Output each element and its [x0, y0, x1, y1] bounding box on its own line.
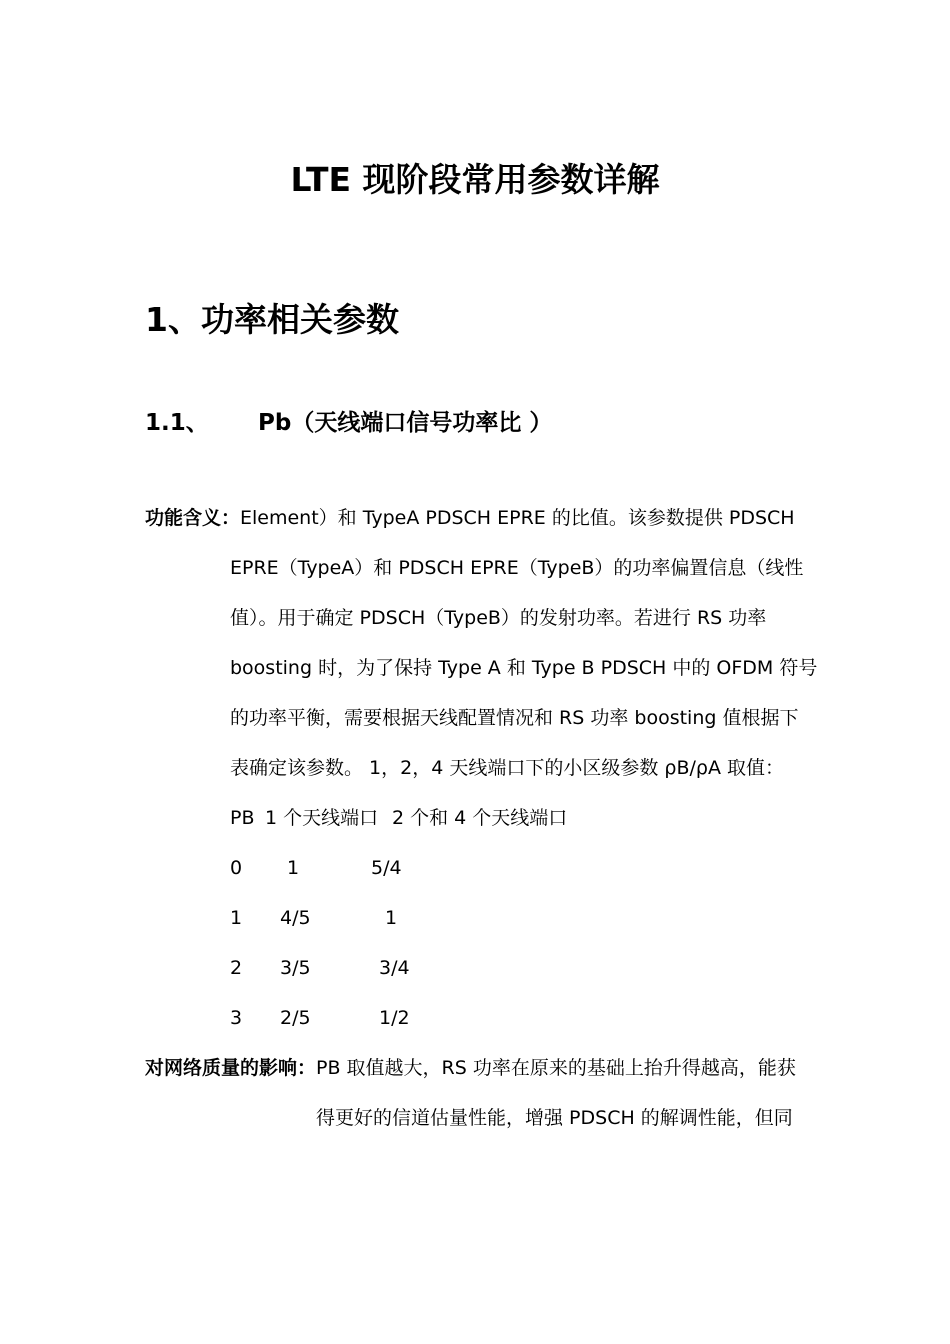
table-cell: 1	[287, 857, 300, 879]
network-impact-first-line	[145, 1055, 796, 1081]
table-cell: 2/5	[280, 1007, 311, 1029]
function-meaning-text-line: 表确定该参数。 1，2，4 天线端口下的小区级参数 ρB/ρA 取值：	[230, 757, 784, 779]
network-impact-label: 对网络质量的影响：	[145, 1057, 317, 1079]
network-impact-text-line: 得更好的信道估量性能，增强 PDSCH 的解调性能，但同	[316, 1107, 793, 1129]
table-cell: 1	[230, 907, 243, 929]
table-cell: 3	[230, 1007, 243, 1029]
table-cell: 2	[230, 957, 243, 979]
document-title: LTE 现阶段常用参数详解	[290, 160, 660, 199]
table-cell: 3/5	[280, 957, 311, 979]
table-cell: 1/2	[379, 1007, 410, 1029]
function-meaning-text-line: EPRE（TypeA）和 PDSCH EPRE（TypeB）的功率偏置信息（线性	[230, 557, 804, 579]
network-impact-text-line: PB 取值越大，RS 功率在原来的基础上抬升得越高，能获	[316, 1057, 796, 1079]
table-header-cell: 2 个和 4 个天线端口	[392, 807, 568, 829]
table-header-cell: 1 个天线端口	[265, 807, 379, 829]
function-meaning-text-line: 的功率平衡，需要根据天线配置情况和 RS 功率 boosting 值根据下	[230, 707, 799, 729]
table-cell: 4/5	[280, 907, 311, 929]
table-cell: 1	[385, 907, 398, 929]
function-meaning-text-line: 值）。用于确定 PDSCH（TypeB）的发射功率。若进行 RS 功率	[230, 607, 767, 629]
function-meaning-first-line	[145, 505, 795, 531]
table-cell: 0	[230, 857, 243, 879]
function-meaning-text-line: Element）和 TypeA PDSCH EPRE 的比值。该参数提供 PDSCH	[240, 507, 795, 529]
section-title-1-1: Pb（天线端口信号功率比 ）	[258, 410, 553, 436]
function-meaning-label: 功能含义：	[145, 507, 241, 529]
section-number-1-1: 1.1、	[145, 410, 209, 436]
table-cell: 5/4	[371, 857, 402, 879]
section-heading-1: 1、功率相关参数	[145, 300, 399, 339]
table-cell: 3/4	[379, 957, 410, 979]
function-meaning-text-line: boosting 时，为了保持 Type A 和 Type B PDSCH 中的 OFDM 符号	[230, 657, 818, 679]
table-header-cell: PB	[230, 807, 255, 829]
